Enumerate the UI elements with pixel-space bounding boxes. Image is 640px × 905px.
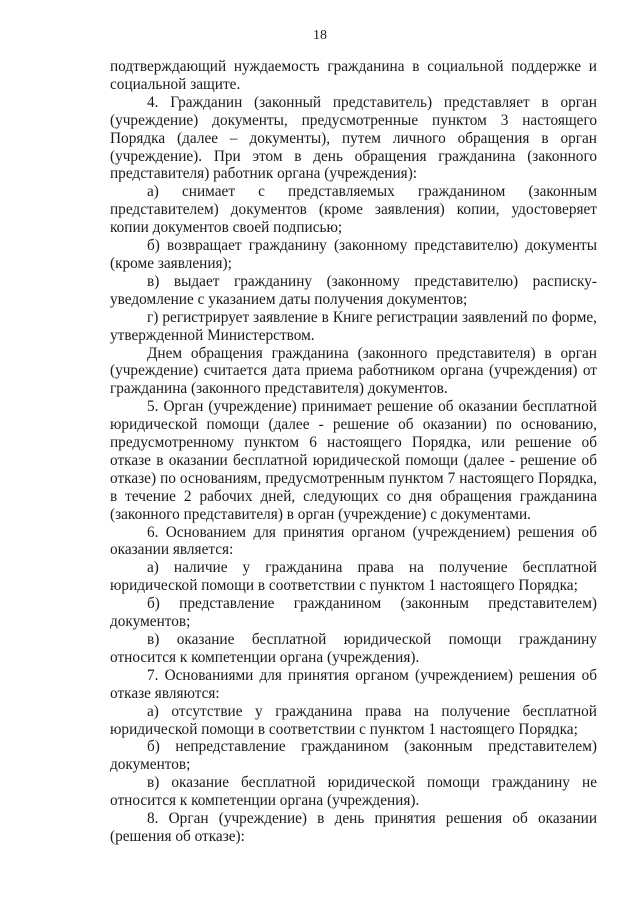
subitem-7a: а) отсутствие у гражданина права на получение бесплатной юридической помощи в соответствии с пунктом 1 настоящего Порядка; (110, 702, 597, 738)
document-body (110, 58, 597, 846)
subitem-6v: в) оказание бесплатной юридической помощи гражданину относится к компетенции органа (учреждения). (110, 631, 597, 666)
subitem-4v: в) выдает гражданину (законному представителю) расписку-уведомление с указанием даты получения документов; (110, 272, 597, 308)
paragraph-item-8: 8. Орган (учреждение) в день принятия решения об оказании (решения об отказе): (110, 810, 597, 845)
subitem-6a: а) наличие у гражданина права на получение бесплатной юридической помощи в соответствии с пунктом 1 настоящего Порядка; (110, 559, 597, 595)
paragraph-item-7: 7. Основаниями для принятия органом (учреждением) решения об отказе являются: (110, 666, 597, 702)
subitem-4g: г) регистрирует заявление в Книге регистрации заявлений по форме, утвержденной Министерством. (110, 308, 597, 344)
paragraph-item-5: 5. Орган (учреждение) принимает решение об оказании бесплатной юридической помощи (далее - решение об оказании) по основанию, предусмотренному пунктом 6 настоящего Порядка, или решение об отказе в оказании бесплатной юридической помощи (далее - решение об отказе) по основаниям, предусмотренным пунктом 7 настоящего Порядка, в течение 2 рабочих дней, следующих со дня обращения гражданина (законного представителя) в орган (учреждение) с документами. (110, 398, 597, 523)
paragraph-item-4: 4. Гражданин (законный представитель) представляет в орган (учреждение) документы, предусмотренные пунктом 3 настоящего Порядка (далее – документы), путем личного обращения в орган (учреждение). При этом в день обращения гражданина (законного представителя) работник органа (учреждения): (110, 93, 597, 183)
paragraph-item-6: 6. Основанием для принятия органом (учреждением) решения об оказании является: (110, 523, 597, 559)
subitem-6b: б) представление гражданином (законным представителем) документов; (110, 595, 597, 631)
subitem-4a: а) снимает с представляемых гражданином (законным представителем) документов (кроме заявления) копии, удостоверяет копии документов своей подписью; (110, 183, 597, 237)
subitem-7v: в) оказание бесплатной юридической помощи гражданину не относится к компетенции органа (учреждения). (110, 774, 597, 810)
paragraph-continuation: подтверждающий нуждаемость гражданина в социальной поддержке и социальной защите. (110, 58, 597, 93)
subitem-7b: б) непредставление гражданином (законным представителем) документов; (110, 738, 597, 774)
paragraph-application-date: Днем обращения гражданина (законного представителя) в орган (учреждение) считается дата приема работником органа (учреждения) от гражданина (законного представителя) документов. (110, 344, 597, 398)
subitem-4b: б) возвращает гражданину (законному представителю) документы (кроме заявления); (110, 237, 597, 272)
page-number: 18 (313, 28, 327, 43)
